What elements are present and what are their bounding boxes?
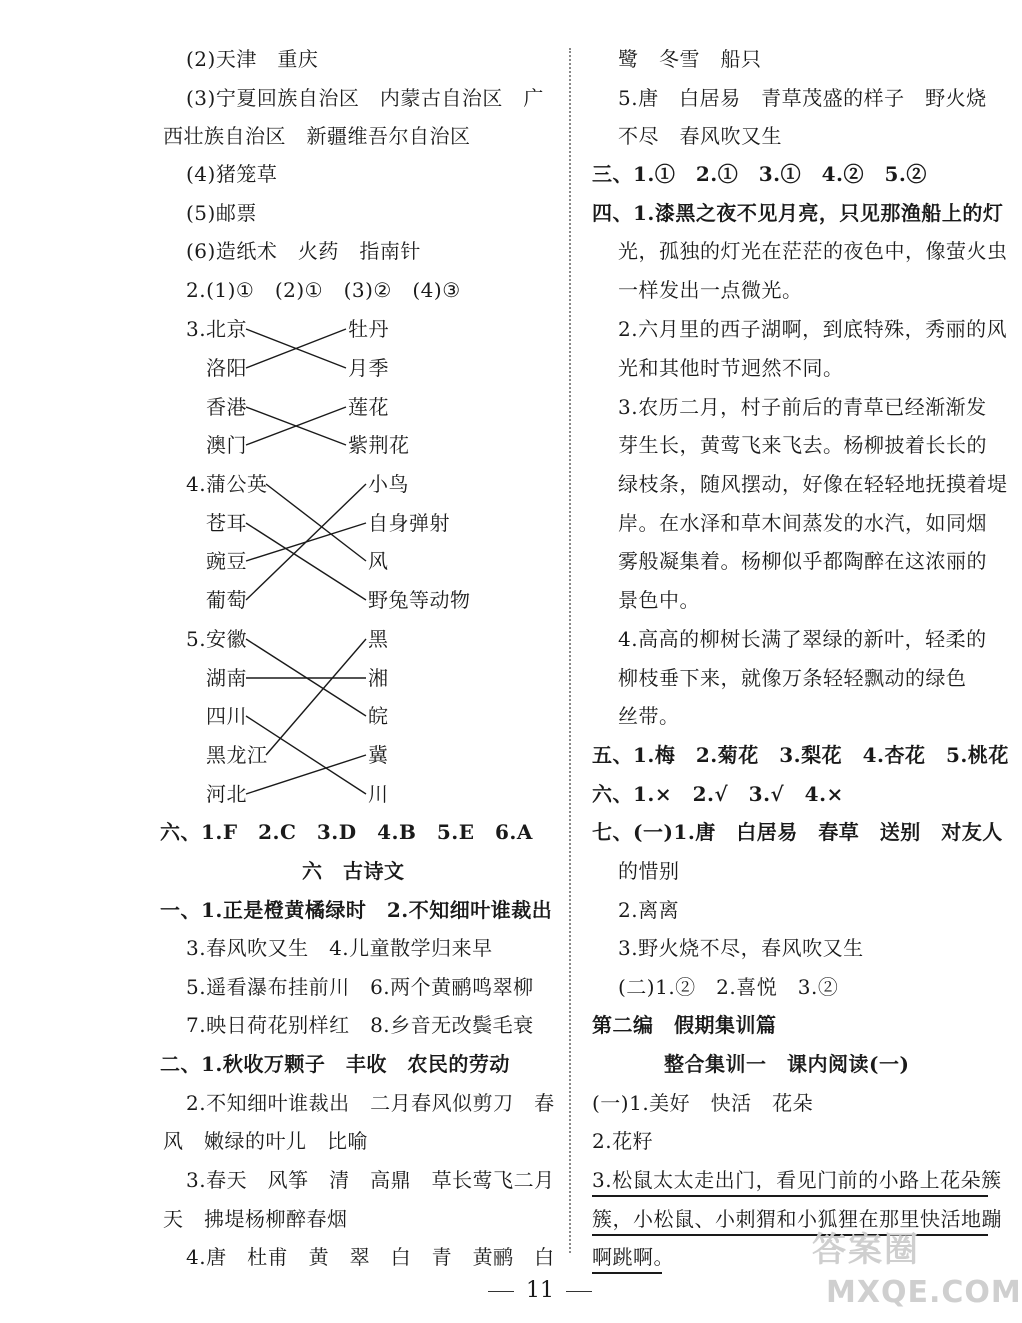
match-line <box>246 523 366 561</box>
match-number: 3. <box>186 317 207 341</box>
section-title: 六 古诗文 <box>302 859 405 883</box>
answer-line: 不尽 春风吹又生 <box>618 124 782 148</box>
match-right-item: 牡丹 <box>348 317 389 341</box>
match-number: 5. <box>186 627 207 651</box>
answer-line: 5.唐 白居易 青草茂盛的样子 野火烧 <box>618 86 987 110</box>
match-line <box>246 639 366 716</box>
match-right-item: 川 <box>368 782 389 806</box>
answer-line: 2.离离 <box>618 898 680 922</box>
match-left-item: 豌豆 <box>206 549 247 573</box>
watermark-url: MXQE.COM <box>826 1275 1022 1310</box>
match-line <box>246 407 346 445</box>
match-left-item: 黑龙江 <box>206 743 268 767</box>
answer-line: 七、(一)1.唐 白居易 春草 送别 对友人 <box>592 820 1003 844</box>
answer-line: 光，孤独的灯光在茫茫的夜色中，像萤火虫 <box>618 239 1008 263</box>
answer-line: 3.春风吹又生 4.儿童散学归来早 <box>186 936 493 960</box>
match-right-item: 莲花 <box>348 395 389 419</box>
match-right-item: 月季 <box>348 356 389 380</box>
match-line <box>246 484 366 600</box>
match-line <box>246 407 346 445</box>
answer-line: 2.不知细叶谁裁出 二月春风似剪刀 春 <box>186 1091 555 1115</box>
answer-line: 六、1.F 2.C 3.D 4.B 5.E 6.A <box>160 820 533 844</box>
match-line <box>246 329 346 368</box>
answer-line: 景色中。 <box>618 588 700 612</box>
answer-line: (3)宁夏回族自治区 内蒙古自治区 广 <box>186 86 544 110</box>
underline <box>592 1195 988 1197</box>
match-left-item: 安徽 <box>206 627 247 651</box>
answer-line: (2)天津 重庆 <box>186 47 319 71</box>
page-number-dash <box>488 1291 514 1292</box>
sub-title: 整合集训一 课内阅读(一) <box>664 1052 910 1076</box>
answer-line: 岸。在水泽和草木间蒸发的水汽，如同烟 <box>618 511 987 535</box>
answer-line: 西壮族自治区 新疆维吾尔自治区 <box>163 124 471 148</box>
answer-line: 天 拂堤杨柳醉春烟 <box>163 1207 348 1231</box>
match-left-item: 蒲公英 <box>206 472 268 496</box>
answer-line: (5)邮票 <box>186 201 257 225</box>
answer-line: 风 嫩绿的叶儿 比喻 <box>163 1129 368 1153</box>
match-line <box>266 639 366 755</box>
match-left-item: 香港 <box>206 395 247 419</box>
answer-line: 六、1.× 2.√ 3.√ 4.× <box>592 782 844 806</box>
answer-line: (一)1.美好 快活 花朵 <box>592 1091 814 1115</box>
answer-line: 2.六月里的西子湖啊，到底特殊，秀丽的风 <box>618 317 1008 341</box>
match-left-item: 澳门 <box>206 433 247 457</box>
underline <box>592 1234 988 1236</box>
match-left-item: 湖南 <box>206 666 247 690</box>
match-right-item: 湘 <box>368 666 389 690</box>
answer-line: 三、1.① 2.① 3.① 4.② 5.② <box>592 162 927 186</box>
answer-line: 啊跳啊。 <box>592 1245 674 1269</box>
answer-line: 丝带。 <box>618 704 680 728</box>
answer-line: 2.(1)① (2)① (3)② (4)③ <box>186 278 461 302</box>
answer-line: 5.遥看瀑布挂前川 6.两个黄鹂鸣翠柳 <box>186 975 534 999</box>
answer-line: 光和其他时节迥然不同。 <box>618 356 844 380</box>
answer-line: 3.春天 风筝 清 高鼎 草长莺飞二月 <box>186 1168 555 1192</box>
match-left-item: 洛阳 <box>206 356 247 380</box>
answer-line: 的惜别 <box>618 859 680 883</box>
answer-line: 簇，小松鼠、小刺猬和小狐狸在那里快活地蹦 <box>592 1207 1002 1231</box>
match-left-item: 四川 <box>206 704 247 728</box>
answer-line: 二、1.秋收万颗子 丰收 农民的劳动 <box>160 1052 510 1076</box>
match-line <box>246 523 366 600</box>
answer-line: 五、1.梅 2.菊花 3.梨花 4.杏花 5.桃花 <box>592 743 1009 767</box>
match-right-item: 自身弹射 <box>368 511 450 535</box>
page-number-text: 11 <box>526 1278 554 1303</box>
answer-line: 7.映日荷花别样红 8.乡音无改鬓毛衰 <box>186 1013 534 1037</box>
answer-line: 柳枝垂下来，就像万条轻轻飘动的绿色 <box>618 666 967 690</box>
match-line <box>266 484 366 561</box>
match-right-item: 冀 <box>368 743 389 767</box>
match-right-item: 风 <box>368 549 389 573</box>
underline <box>592 1272 662 1274</box>
answer-line: 3.松鼠太太走出门，看见门前的小路上花朵簇 <box>592 1168 1002 1192</box>
match-right-item: 小鸟 <box>368 472 409 496</box>
answer-line: 芽生长，黄莺飞来飞去。杨柳披着长长的 <box>618 433 987 457</box>
match-left-item: 苍耳 <box>206 511 247 535</box>
match-right-item: 黑 <box>368 627 389 651</box>
answer-line: 雾般凝集着。杨柳似乎都陶醉在这浓丽的 <box>618 549 987 573</box>
answer-line: 4.唐 杜甫 黄 翠 白 青 黄鹂 白 <box>186 1245 555 1269</box>
match-right-item: 皖 <box>368 704 389 728</box>
answer-line: 3.野火烧不尽，春风吹又生 <box>618 936 864 960</box>
match-left-item: 北京 <box>206 317 247 341</box>
page-number <box>460 1278 620 1303</box>
answer-line: (二)1.② 2.喜悦 3.② <box>618 975 839 999</box>
answer-line: 3.农历二月，村子前后的青草已经渐渐发 <box>618 395 987 419</box>
match-left-item: 葡萄 <box>206 588 247 612</box>
answer-line: 一样发出一点微光。 <box>618 278 803 302</box>
answer-line: (4)猪笼草 <box>186 162 278 186</box>
column-divider <box>569 48 571 1253</box>
answer-line: 2.花籽 <box>592 1129 654 1153</box>
match-line <box>246 329 346 368</box>
page-number-dash <box>566 1291 592 1292</box>
match-right-item: 野兔等动物 <box>368 588 471 612</box>
match-right-item: 紫荆花 <box>348 433 410 457</box>
match-number: 4. <box>186 472 207 496</box>
match-left-item: 河北 <box>206 782 247 806</box>
part-title: 第二编 假期集训篇 <box>592 1013 777 1037</box>
answer-line: (6)造纸术 火药 指南针 <box>186 239 421 263</box>
answer-line: 绿枝条，随风摆动，好像在轻轻地抚摸着堤 <box>618 472 1008 496</box>
answer-line: 四、1.漆黑之夜不见月亮，只见那渔船上的灯 <box>592 201 1004 225</box>
answer-line: 一、1.正是橙黄橘绿时 2.不知细叶谁裁出 <box>160 898 553 922</box>
answer-line: 鹭 冬雪 船只 <box>618 47 762 71</box>
watermark-logo: 答案圈 <box>812 1230 920 1270</box>
answer-line: 4.高高的柳树长满了翠绿的新叶，轻柔的 <box>618 627 987 651</box>
